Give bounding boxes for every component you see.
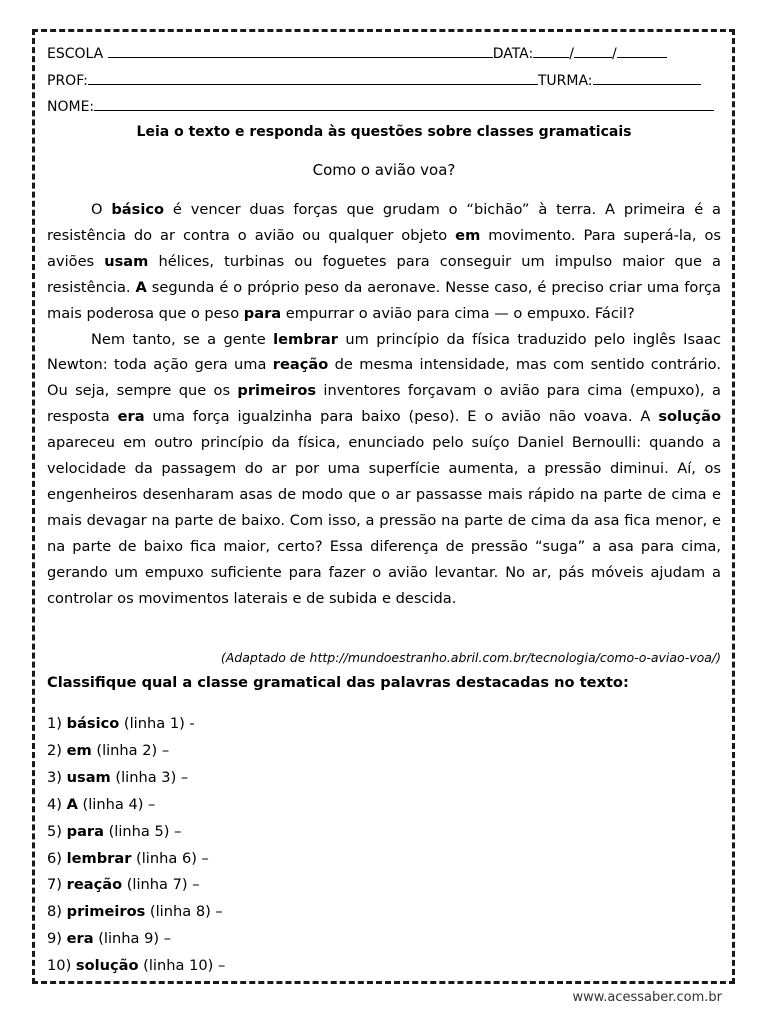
answer-item — [47, 872, 225, 899]
text-title: Como o avião voa? — [312, 161, 456, 179]
answer-number: 5) — [47, 822, 67, 840]
text-segment: segunda é o próprio peso da aeronave. Nesse caso, é preciso criar uma força mais poderosa que o peso — [47, 278, 721, 322]
highlighted-word: primeiros — [237, 382, 317, 400]
answer-number: 3) — [47, 768, 67, 786]
answer-item — [47, 899, 225, 926]
answer-item — [47, 953, 225, 980]
answer-word: em — [66, 741, 92, 759]
answer-number: 4) — [47, 795, 67, 813]
answer-item — [47, 819, 225, 846]
answer-item — [47, 738, 225, 765]
answer-line-ref: (linha 4) – — [77, 795, 156, 813]
reading-text — [47, 197, 721, 612]
instruction-heading: Leia o texto e responda às questões sobre classes gramaticais — [136, 124, 632, 140]
text-segment: O — [91, 201, 112, 218]
answer-list — [47, 711, 225, 980]
answer-line-ref: (linha 5) – — [103, 822, 182, 840]
text-segment: uma força igualzinha para baixo (peso). E o avião não voava. A — [144, 408, 659, 426]
text-segment: Nem tanto, se a gente — [91, 330, 274, 348]
highlighted-word: básico — [111, 201, 165, 218]
answer-item — [47, 792, 225, 819]
answer-line-ref: (linha 6) – — [131, 849, 209, 867]
name-label: NOME: — [47, 99, 95, 115]
school-label: ESCOLA — [47, 46, 104, 62]
answer-word: usam — [66, 768, 111, 786]
answer-line-ref: (linha 10) – — [138, 957, 226, 975]
answer-word: básico — [66, 715, 120, 732]
class-label: TURMA: — [537, 73, 593, 89]
highlighted-word: era — [117, 408, 145, 426]
name-field[interactable] — [94, 97, 714, 111]
teacher-row — [47, 71, 701, 89]
answer-line-ref: (linha 1) - — [119, 715, 195, 732]
highlighted-word: usam — [104, 252, 149, 270]
answer-number: 7) — [47, 876, 67, 894]
teacher-label: PROF: — [47, 73, 88, 89]
text-segment: um princípio da física traduzido pelo inglês Isaac Newton: toda ação gera uma — [47, 330, 722, 374]
text-segment: inventores forçavam o avião para cima (empuxo), a resposta — [47, 382, 721, 426]
text-segment: hélices, turbinas ou foguetes para conseguir um impulso maior que a resistência. — [47, 252, 721, 296]
date-label: DATA: — [492, 46, 534, 62]
text-segment: de mesma intensidade, mas com sentido contrário. Ou seja, sempre que os — [47, 356, 721, 400]
answer-item — [47, 846, 225, 873]
answer-word: para — [66, 822, 104, 840]
school-row — [47, 44, 667, 62]
highlighted-word: solução — [658, 408, 721, 426]
highlighted-word: para — [243, 304, 282, 322]
answer-line-ref: (linha 3) – — [110, 768, 189, 786]
answer-line-ref: (linha 2) – — [91, 741, 170, 759]
answer-item — [47, 711, 225, 738]
class-field[interactable] — [593, 71, 701, 85]
name-row — [47, 97, 714, 115]
date-separator: / — [569, 46, 574, 62]
paragraph-1 — [47, 197, 721, 327]
answer-line-ref: (linha 7) – — [122, 876, 200, 894]
answer-number: 6) — [47, 849, 67, 867]
highlighted-word: em — [455, 226, 481, 244]
source-citation: (Adaptado de http://mundoestranho.abril.com.br/tecnologia/como-o-aviao-voa/) — [220, 650, 721, 665]
answer-line-ref: (linha 8) – — [145, 903, 223, 921]
answer-item — [47, 926, 225, 953]
highlighted-word: A — [135, 278, 147, 296]
answer-word: A — [66, 795, 78, 813]
date-day-field[interactable] — [533, 44, 569, 58]
answer-number: 2) — [47, 741, 67, 759]
answer-number: 10) — [47, 957, 76, 975]
highlighted-word: reação — [272, 356, 329, 374]
text-segment: movimento. Para superá-la, os aviões — [47, 226, 721, 270]
date-separator: / — [611, 46, 617, 62]
footer-website: www.acessaber.com.br — [572, 990, 722, 1005]
answer-item — [47, 765, 225, 792]
teacher-field[interactable] — [88, 71, 538, 85]
answer-number: 9) — [47, 930, 67, 948]
answer-word: reação — [66, 876, 123, 894]
answer-word: solução — [75, 957, 139, 975]
text-segment: é vencer duas forças que grudam o “bichão” à terra. A primeira é a resistência do ar contra o avião ou qualquer objeto — [47, 201, 721, 244]
paragraph-2 — [47, 327, 721, 612]
answer-number: 1) — [47, 715, 67, 732]
answer-number: 8) — [47, 903, 67, 921]
highlighted-word: lembrar — [273, 330, 338, 348]
answer-word: era — [66, 930, 94, 948]
date-year-field[interactable] — [617, 44, 667, 58]
answer-word: primeiros — [66, 903, 146, 921]
school-field[interactable] — [108, 44, 493, 58]
answer-word: lembrar — [66, 849, 132, 867]
text-segment: apareceu em outro princípio da física, enunciado pelo suíço Daniel Bernoulli: quando a velocidade da passagem do ar por uma superfície aumenta, a pressão diminui. Aí, os engenheiros desenharam asas de modo que o ar passasse mais rápido na parte de cima e mais devagar na parte de baixo. Com isso, a pressão na parte de cima da asa fica menor, e na parte de baixo fica maior, certo? Essa diferença de pressão “suga” a asa para cima, gerando um empuxo suficiente para fazer o avião levantar. No ar, pás móveis ajudam a controlar os movimentos laterais e de subida e descida. — [47, 434, 721, 607]
date-month-field[interactable] — [574, 44, 612, 58]
answer-line-ref: (linha 9) – — [93, 930, 172, 948]
exercise-question: Classifique qual a classe gramatical das palavras destacadas no texto: — [47, 674, 629, 691]
text-segment: empurrar o avião para cima — o empuxo. Fácil? — [281, 304, 635, 322]
